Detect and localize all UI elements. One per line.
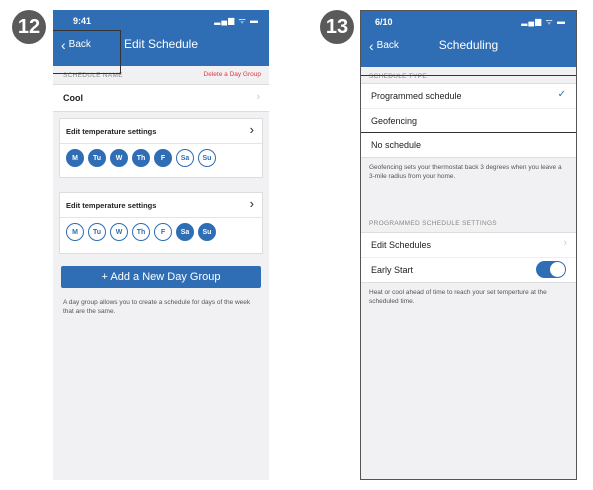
option-no-schedule[interactable]	[361, 133, 576, 158]
day-toggle-tu[interactable]: Tu	[88, 223, 106, 241]
back-button[interactable]	[369, 37, 399, 54]
day-group-card[interactable]	[59, 118, 263, 178]
back-highlight-box	[53, 30, 121, 74]
schedule-name-section-label: SCHEDULE NAME	[63, 72, 123, 79]
chevron-right-icon: ›	[256, 91, 260, 103]
checkmark-icon: ✓	[557, 89, 566, 100]
programmed-settings-section-label: PROGRAMMED SCHEDULE SETTINGS	[369, 220, 497, 227]
early-start-help-text: Heat or cool ahead of time to reach your set temperture at the scheduled time.	[369, 289, 547, 305]
option-label: Geofencing	[371, 116, 418, 126]
add-day-group-button[interactable]: + Add a New Day Group	[61, 266, 261, 288]
chevron-left-icon: ‹	[61, 36, 66, 53]
early-start-row	[361, 257, 576, 283]
back-label: Back	[68, 39, 91, 50]
nav-header	[361, 11, 576, 67]
chevron-right-icon: ›	[249, 196, 254, 211]
schedule-name-row[interactable]	[53, 84, 269, 112]
page-title: Scheduling	[438, 38, 499, 52]
chevron-right-icon: ›	[249, 122, 254, 137]
geofencing-help-text: Geofencing sets your thermostat back 3 degrees when you leave a 3-mile radius from your home.	[369, 164, 562, 180]
card-title: Edit temperature settings	[66, 127, 157, 136]
step-badge-12: 12	[12, 10, 46, 44]
day-toggle-su[interactable]: Su	[198, 223, 216, 241]
early-start-toggle[interactable]	[536, 261, 566, 278]
schedule-type-section-label: SCHEDULE TYPE	[369, 73, 427, 80]
day-selector	[66, 223, 216, 241]
chevron-right-icon: ›	[563, 237, 567, 249]
edit-schedule-screen	[53, 10, 269, 480]
day-group-card[interactable]	[59, 192, 263, 254]
back-label: Back	[376, 40, 399, 51]
day-toggle-sa[interactable]: Sa	[176, 149, 194, 167]
chevron-left-icon: ‹	[369, 37, 374, 54]
option-label: No schedule	[371, 140, 422, 150]
schedule-type-highlight-box	[360, 75, 577, 133]
status-time: 9:41	[73, 16, 92, 26]
card-title: Edit temperature settings	[66, 201, 157, 210]
early-start-label: Early Start	[371, 265, 414, 275]
day-group-help-text: A day group allows you to create a schedule for days of the week that are the same.	[63, 299, 251, 315]
option-label: Programmed schedule	[371, 91, 462, 101]
day-toggle-su[interactable]: Su	[198, 149, 216, 167]
day-toggle-f[interactable]: F	[154, 223, 172, 241]
page-title: Edit Schedule	[123, 37, 199, 51]
delete-day-group-link[interactable]: Delete a Day Group	[203, 71, 261, 78]
scheduling-screen	[360, 10, 577, 480]
status-icons: ▂▄▆ ᯤ ▬	[214, 16, 259, 25]
day-toggle-tu[interactable]: Tu	[88, 149, 106, 167]
day-toggle-m[interactable]: M	[66, 223, 84, 241]
day-toggle-m[interactable]: M	[66, 149, 84, 167]
day-toggle-sa[interactable]: Sa	[176, 223, 194, 241]
status-time: 6/10	[375, 17, 393, 27]
day-toggle-w[interactable]: W	[110, 223, 128, 241]
status-icons: ▂▄▆ ᯤ ▬	[521, 17, 566, 26]
day-toggle-f[interactable]: F	[154, 149, 172, 167]
step-badge-13: 13	[320, 10, 354, 44]
edit-schedules-label: Edit Schedules	[371, 240, 432, 250]
day-toggle-th[interactable]: Th	[132, 149, 150, 167]
edit-schedules-row[interactable]	[361, 232, 576, 257]
schedule-name-value: Cool	[63, 93, 83, 103]
day-selector	[66, 149, 216, 167]
toggle-knob	[550, 262, 565, 277]
day-toggle-th[interactable]: Th	[132, 223, 150, 241]
day-toggle-w[interactable]: W	[110, 149, 128, 167]
